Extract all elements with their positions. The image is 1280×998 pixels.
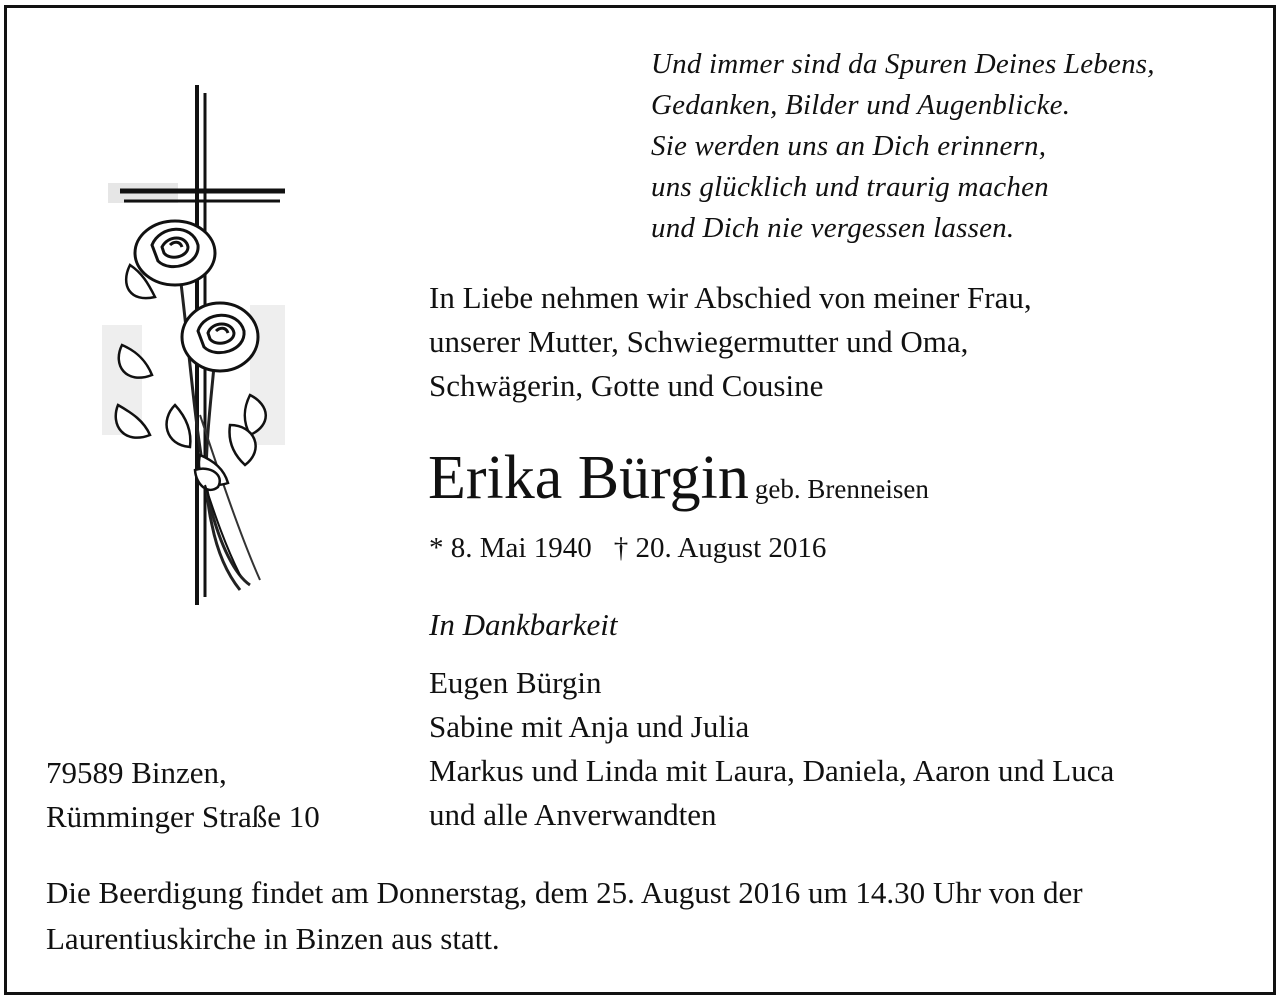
farewell-intro xyxy=(429,276,1032,408)
poem-line: Sie werden uns an Dich erinnern, xyxy=(651,130,1047,162)
address-line: Rümminger Straße 10 xyxy=(46,799,320,834)
poem-line: und Dich nie vergessen lassen. xyxy=(651,212,1015,244)
poem-line: uns glücklich und traurig machen xyxy=(651,171,1049,203)
family-line: Sabine mit Anja und Julia xyxy=(429,709,750,744)
family-list xyxy=(429,661,1114,837)
family-line: Eugen Bürgin xyxy=(429,665,602,700)
maiden-name: geb. Brenneisen xyxy=(754,474,929,504)
intro-line: unserer Mutter, Schwiegermutter und Oma, xyxy=(429,324,969,359)
intro-line: Schwägerin, Gotte und Cousine xyxy=(429,368,824,403)
cross-with-roses-icon xyxy=(100,75,295,615)
deceased-name-line xyxy=(428,440,929,516)
address xyxy=(46,751,320,839)
life-dates xyxy=(429,528,826,568)
address-line: 79589 Binzen, xyxy=(46,755,227,790)
gratitude-heading: In Dankbarkeit xyxy=(429,607,618,642)
poem-line: Gedanken, Bilder und Augenblicke. xyxy=(651,89,1071,121)
poem xyxy=(651,44,1155,249)
funeral-line: Die Beerdigung findet am Donnerstag, dem 25. August 2016 um 14.30 Uhr von der xyxy=(46,875,1083,910)
family-line: Markus und Linda mit Laura, Daniela, Aaron und Luca xyxy=(429,753,1115,788)
funeral-line: Laurentiuskirche in Binzen aus statt. xyxy=(46,921,500,956)
deceased-name: Erika Bürgin xyxy=(428,444,749,512)
birth-date: * 8. Mai 1940 xyxy=(429,532,592,564)
funeral-notice xyxy=(46,870,1083,962)
family-line: und alle Anverwandten xyxy=(429,797,717,832)
poem-line: Und immer sind da Spuren Deines Lebens, xyxy=(651,48,1155,80)
intro-line: In Liebe nehmen wir Abschied von meiner Frau, xyxy=(429,280,1032,315)
death-date: † 20. August 2016 xyxy=(613,532,827,564)
